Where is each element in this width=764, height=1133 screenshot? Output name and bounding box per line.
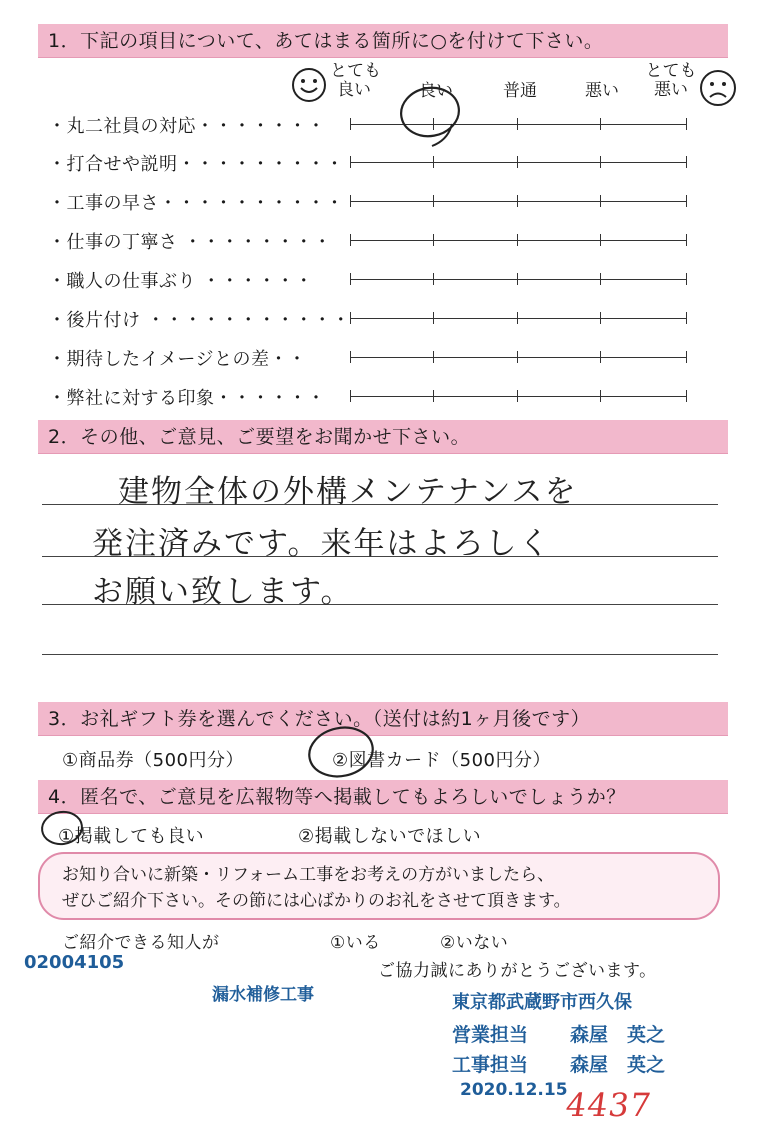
rating-tick[interactable] [350,312,351,324]
comment-text-line2[interactable]: 発注済みです。来年はよろしく [92,526,552,562]
comment-text-line3[interactable]: お願い致します。 [92,574,354,610]
rating-tick[interactable] [686,118,687,130]
section2-header: 2．その他、ご意見、ご要望をお聞かせ下さい。 [38,420,728,454]
rating-tick[interactable] [517,118,518,130]
referral-question: ご紹介できる知人が [62,933,220,953]
scale-average: 普通 [503,81,537,101]
rating-tick[interactable] [433,118,434,130]
rating-tick[interactable] [433,390,434,402]
gift-option-1[interactable]: ①商品券（500円分） [62,750,244,771]
scale-bad: 悪い [585,81,619,101]
rating-tick[interactable] [350,234,351,246]
rating-tick[interactable] [517,234,518,246]
rating-tick[interactable] [686,195,687,207]
rating-tick[interactable] [600,118,601,130]
rating-tick[interactable] [686,273,687,285]
work-rep-label: 工事担当 [452,1054,529,1076]
rating-tick[interactable] [517,351,518,363]
rating-tick[interactable] [517,156,518,168]
scale-very-bad-top: とても [645,61,697,81]
rating-scale[interactable] [350,318,687,319]
rating-tick[interactable] [600,273,601,285]
work-type: 漏水補修工事 [212,985,314,1005]
referral-no-option[interactable]: ②いない [440,933,509,953]
rating-tick[interactable] [686,156,687,168]
referral-yes-option[interactable]: ①いる [330,933,381,953]
rating-scale[interactable] [350,396,687,397]
scale-very-bad-bottom: 悪い [654,80,688,100]
work-rep-name: 森屋 英之 [570,1054,666,1076]
rating-scale[interactable] [350,162,687,163]
rating-tick[interactable] [600,195,601,207]
rating-scale[interactable] [350,124,687,125]
happy-face-icon [290,66,328,104]
scale-very-good [330,61,381,100]
rating-tick[interactable] [517,390,518,402]
rating-tick[interactable] [686,312,687,324]
section4-header: 4．匿名で、ご意見を広報物等へ掲載してもよろしいでしょうか？ [38,780,728,814]
customer-address: 東京都武蔵野市西久保 [452,992,632,1013]
rating-tick[interactable] [600,312,601,324]
rating-item-label: ・丸二社員の対応・・・・・・・ [48,116,326,137]
rating-tick[interactable] [350,351,351,363]
sad-face-icon [698,68,738,108]
scale-very-good-bottom: 良い [337,80,371,100]
rating-item-label: ・仕事の丁寧さ ・・・・・・・・ [48,232,332,253]
rating-item-label: ・後片付け ・・・・・・・・・・・ [48,310,351,331]
gift-option-2[interactable]: ②図書カード（500円分） [332,750,551,771]
rating-tick[interactable] [350,195,351,207]
rating-scale[interactable] [350,357,687,358]
rating-tick[interactable] [433,351,434,363]
rating-tick[interactable] [600,351,601,363]
publish-option-1[interactable]: ①掲載しても良い [58,826,205,847]
scale-good: 良い [419,81,453,101]
rating-tick[interactable] [433,195,434,207]
survey-date: 2020.12.15 [460,1080,568,1100]
rating-scale[interactable] [350,279,687,280]
rating-tick[interactable] [433,312,434,324]
rating-tick[interactable] [517,273,518,285]
rating-tick[interactable] [433,273,434,285]
comment-text-line1[interactable]: 建物全体の外構メンテナンスを [118,474,578,510]
publish-option-2[interactable]: ②掲載しないでほしい [298,826,482,847]
referral-text-line1: お知り合いに新築・リフォーム工事をお考えの方がいましたら、 [62,865,555,885]
rating-circle-tail [432,124,452,146]
sales-rep-label: 営業担当 [452,1024,529,1046]
thanks-text: ご協力誠にありがとうございます。 [378,961,657,981]
form-code: 02004105 [24,952,125,973]
section1-header: 1．下記の項目について、あてはまる箇所に○を付けて下さい。 [38,24,728,58]
rating-tick[interactable] [686,234,687,246]
scale-very-bad [642,62,700,100]
rating-tick[interactable] [433,156,434,168]
rating-tick[interactable] [686,390,687,402]
section3-header: 3．お礼ギフト券を選んでください。（送付は約1ヶ月後です） [38,702,728,736]
rating-tick[interactable] [517,312,518,324]
rating-tick[interactable] [350,273,351,285]
rating-item-label: ・打合せや説明・・・・・・・・・ [48,154,344,175]
rating-tick[interactable] [686,351,687,363]
rating-scale[interactable] [350,201,687,202]
rating-item-label: ・工事の早さ・・・・・・・・・・ [48,193,344,214]
rating-tick[interactable] [600,390,601,402]
rating-tick[interactable] [350,156,351,168]
rating-item-label: ・期待したイメージとの差・・ [48,349,307,370]
rating-tick[interactable] [350,118,351,130]
rating-tick[interactable] [350,390,351,402]
rating-tick[interactable] [600,234,601,246]
handwritten-number: 4437 [563,1086,655,1124]
scale-very-good-top: とても [330,61,381,81]
rating-item-label: ・弊社に対する印象・・・・・・ [48,388,326,409]
rating-scale[interactable] [350,240,687,241]
rating-item-label: ・職人の仕事ぶり ・・・・・・ [48,271,314,292]
comment-line [42,654,718,655]
rating-tick[interactable] [600,156,601,168]
rating-tick[interactable] [433,234,434,246]
referral-text-line2: ぜひご紹介下さい。その節には心ばかりのお礼をさせて頂きます。 [62,891,571,911]
sales-rep-name: 森屋 英之 [570,1024,666,1046]
rating-tick[interactable] [517,195,518,207]
